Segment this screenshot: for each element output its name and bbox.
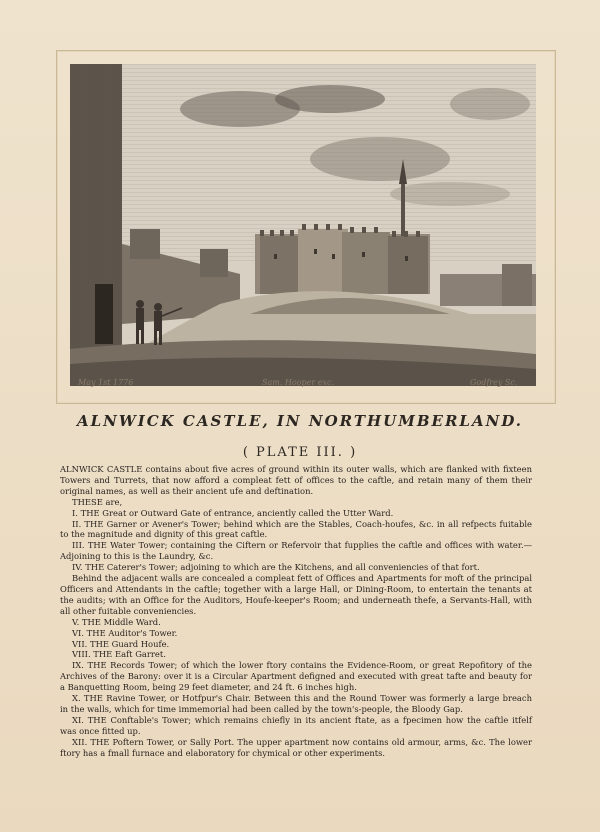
page-title: ALNWICK CASTLE, IN NORTHUMBERLAND. xyxy=(76,412,524,430)
publisher-credit: Sam. Hooper exc. xyxy=(262,378,335,387)
list-item: XII. THE Poftern Tower, or Sally Port. The upper apartment now contains old armour, arms, &c. The lower ftory has a fmall furnace and elaboratory for chymical or other experiments. xyxy=(60,736,532,758)
paragraph: ALNWICK CASTLE contains about five acres of ground within its outer walls, which are flanked with fixteen Towers and Turrets, that now afford a compleat fett of offices to the caftle, and retain many of them their original names, as well as their ancient ufe and deftination. xyxy=(60,464,532,496)
plate-number: ( PLATE III. ) xyxy=(242,445,358,460)
list-item: IV. THE Caterer's Tower; adjoining to which are the Kitchens, and all conveniencies of that fort. xyxy=(72,562,480,573)
list-item: VII. THE Guard Houfe. xyxy=(72,638,170,649)
engraver-credit: Godfrey Sc. xyxy=(470,378,518,387)
list-item: IX. THE Records Tower; of which the lower ftory contains the Evidence-Room, or great Repofitory of the Archives of the Barony: over it is a Circular Apartment defigned and executed with great tafte and beauty for a Banquetting Room, being 29 feet diameter, and 24 ft. 6 inches high. xyxy=(60,660,532,693)
list-item: III. THE Water Tower; containing the Ciftern or Refervoir that fupplies the caftle and offices with water.—Adjoining to this is the Laundry, &c. xyxy=(60,540,532,562)
paragraph: Behind the adjacent walls are concealed a compleat fett of Offices and Apartments for moft of the principal Officers and Attendants in the caftle; together with a large Hall, or Dining-Room, to entertain the tenants at the audits; with an Office for the Auditors, Houfe-keeper's Room; and underneath thefe, a Servants-Hall, with all other fuitable conveniencies. xyxy=(60,573,532,616)
list-item: X. THE Ravine Tower, or Hotfpur's Chair. Between this and the Round Tower was formerly a large breach in the walls, which for time immemorial had been called by the town's-people, the Bloody Gap. xyxy=(60,693,532,714)
paragraph: THESE are, xyxy=(72,496,123,507)
list-item: II. THE Garner or Avener's Tower; behind which are the Stables, Coach-houfes, &c. in all refpects fuitable to the magnitude and dignity of this great caftle. xyxy=(60,518,532,540)
description-text xyxy=(60,464,532,758)
castle-engraving xyxy=(70,64,536,386)
list-item: I. THE Great or Outward Gate of entrance, anciently called the Utter Ward. xyxy=(72,507,394,518)
list-item: XI. THE Conftable's Tower; which remains chiefly in its ancient ftate, as a fpecimen how the caftle itfelf was once fitted up. xyxy=(60,714,532,736)
engraving-date-credit: May 1st 1776 xyxy=(78,378,134,387)
list-item: VIII. THE Eaft Garret. xyxy=(72,649,166,660)
list-item: VI. THE Auditor's Tower. xyxy=(72,627,178,638)
list-item: V. THE Middle Ward. xyxy=(72,616,161,627)
